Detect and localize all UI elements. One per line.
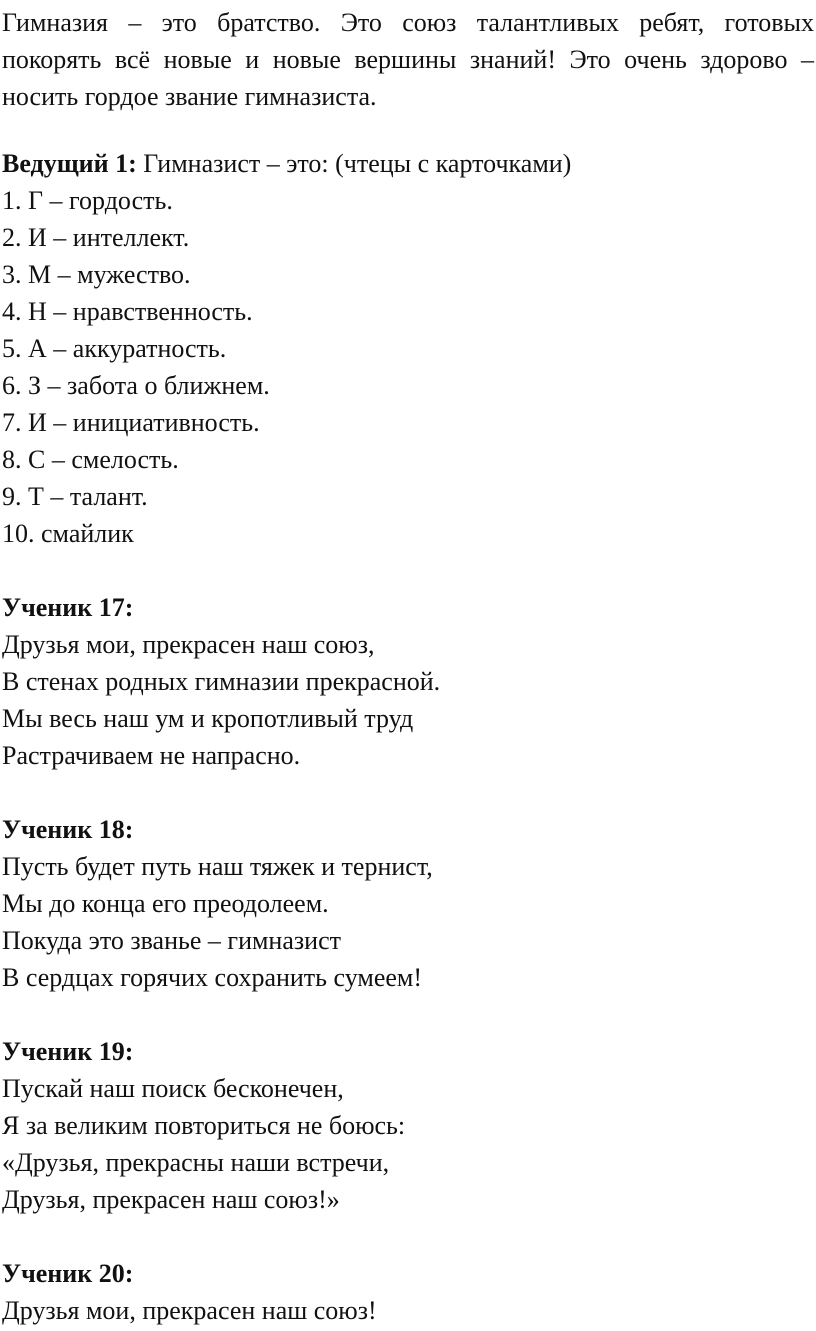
stanza-line: Друзья мои, прекрасен наш союз! — [2, 1296, 377, 1325]
intro-line: покорять всё новые и новые вершины знаний! Это очень здорово – — [2, 45, 814, 74]
stanza-line: Пускай наш поиск бесконечен, — [2, 1074, 344, 1103]
host-list-item: 5. А – аккуратность. — [2, 334, 227, 363]
stanza-line: Мы до конца его преодолеем. — [2, 889, 329, 918]
stanza-line: «Друзья, прекрасны наши встречи, — [2, 1148, 390, 1177]
stanza-speaker: Ученик 20: — [2, 1259, 134, 1288]
stanza-line: Мы весь наш ум и кропотливый труд — [2, 704, 414, 733]
host-list-item: 8. С – смелость. — [2, 445, 179, 474]
stanza-line: Пусть будет путь наш тяжек и тернист, — [2, 852, 433, 881]
stanza-speaker: Ученик 17: — [2, 593, 134, 622]
host-line — [2, 145, 571, 182]
stanza-line: В сердцах горячих сохранить сумеем! — [2, 963, 423, 992]
host-list-item: 7. И – инициативность. — [2, 408, 260, 437]
stanza-line: Покуда это званье – гимназист — [2, 926, 341, 955]
stanza-line: Растрачиваем не напрасно. — [2, 741, 301, 770]
host-list-item: 1. Г – гордость. — [2, 186, 173, 215]
host-list-item: 9. Т – талант. — [2, 482, 148, 511]
stanza-speaker: Ученик 19: — [2, 1037, 134, 1066]
host-text: Гимназист – это: (чтецы с карточками) — [136, 149, 572, 178]
host-list-item: 4. Н – нравственность. — [2, 297, 253, 326]
intro-line: Гимназия – это братство. Это союз талантливых ребят, готовых — [2, 8, 814, 37]
stanza-line: В стенах родных гимназии прекрасной. — [2, 667, 441, 696]
intro-paragraph — [2, 4, 814, 115]
host-list-item: 10. смайлик — [2, 519, 134, 548]
intro-line: носить гордое звание гимназиста. — [2, 82, 377, 111]
stanza-line: Друзья, прекрасен наш союз!» — [2, 1185, 340, 1214]
stanza-speaker: Ученик 18: — [2, 815, 134, 844]
host-list-item: 6. З – забота о ближнем. — [2, 371, 270, 400]
host-list-item: 2. И – интеллект. — [2, 223, 190, 252]
stanza-line: Я за великим повториться не боюсь: — [2, 1111, 406, 1140]
host-speaker: Ведущий 1: — [2, 149, 137, 178]
host-list-item: 3. М – мужество. — [2, 260, 191, 289]
stanza-line: Друзья мои, прекрасен наш союз, — [2, 630, 375, 659]
